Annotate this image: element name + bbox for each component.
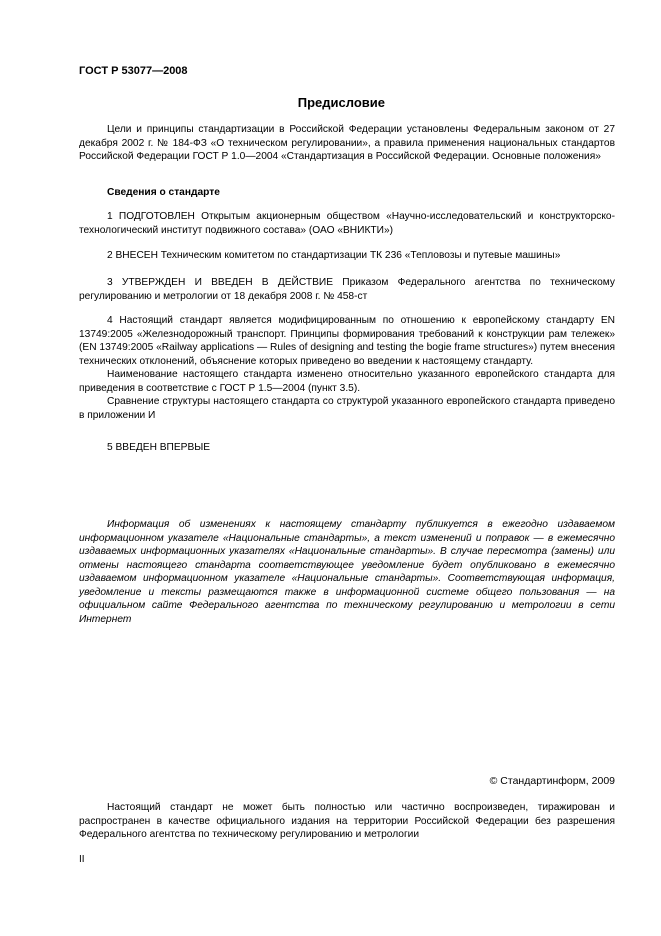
page-title: Предисловие bbox=[297, 95, 385, 110]
item-2 bbox=[79, 249, 615, 263]
item-4 bbox=[79, 314, 615, 422]
standard-info-heading: Сведения о стандарте bbox=[107, 187, 220, 198]
page-number: II bbox=[79, 854, 85, 865]
item-1 bbox=[79, 210, 615, 237]
item-4-text: 4 Настоящий стандарт является модифицированным по отношению к европейскому стандарту EN 13749:2005 «Железнодорожный транспорт. Принципы формирования требований к конструкции рам тележек» (EN 13749:2005 «Railway applications — Rules of designing and testing the bogie frame structures») путем внесения технических отклонений, объяснение которых приведено во введении к настоящему стандарту. bbox=[79, 315, 615, 367]
item-3-text: 3 УТВЕРЖДЕН И ВВЕДЕН В ДЕЙСТВИЕ Приказом Федерального агентства по техническому регулированию и метрологии от 18 декабря 2008 г. № 458-ст bbox=[79, 277, 615, 302]
item-4-rename-text: Наименование настоящего стандарта изменено относительно указанного европейского стандарта для приведения в соответствие с ГОСТ Р 1.5—2004 (пункт 3.5). bbox=[79, 369, 615, 394]
intro-paragraph bbox=[79, 123, 615, 164]
intro-text: Цели и принципы стандартизации в Российской Федерации установлены Федеральным законом от 27 декабря 2002 г. № 184-ФЗ «О техническом регулировании», а правила применения национальных стандартов Российской Федерации ГОСТ Р 1.0—2004 «Стандартизация в Российской Федерации. Основные положения» bbox=[79, 124, 615, 162]
reproduction-notice-text: Настоящий стандарт не может быть полностью или частично воспроизведен, тиражирован и распространен в качестве официального издания на территории Российской Федерации без разрешения Федерального агентства по техническому регулированию и метрологии bbox=[79, 802, 615, 840]
item-5 bbox=[79, 441, 615, 455]
copyright: © Стандартинформ, 2009 bbox=[489, 775, 615, 787]
item-4-comparison-text: Сравнение структуры настоящего стандарта со структурой указанного европейского стандарта приведено в приложении И bbox=[79, 396, 615, 421]
changes-info bbox=[79, 518, 615, 626]
subheading-block bbox=[79, 186, 615, 200]
item-1-text: 1 ПОДГОТОВЛЕН Открытым акционерным обществом «Научно-исследовательский и конструкторско-технологический институт подвижного состава» (ОАО «ВНИКТИ») bbox=[79, 211, 615, 236]
changes-info-text: Информация об изменениях к настоящему стандарту публикуется в ежегодно издаваемом информационном указателе «Национальные стандарты», а текст изменений и поправок — в ежемесячно издаваемых информационных указателях «Национальные стандарты». В случае пересмотра (замены) или отмены настоящего стандарта соответствующее уведомление будет опубликовано в ежемесячно издаваемом информационном указателе «Национальные стандарты». Соответствующая информация, уведомление и тексты размещаются также в информационной системе общего пользования — на официальном сайте Федерального агентства по техническому регулированию и метрологии в сети Интернет bbox=[79, 519, 615, 625]
reproduction-notice bbox=[79, 801, 615, 842]
item-3 bbox=[79, 276, 615, 303]
item-2-text: 2 ВНЕСЕН Техническим комитетом по стандартизации ТК 236 «Тепловозы и путевые машины» bbox=[107, 250, 561, 261]
document-header: ГОСТ Р 53077—2008 bbox=[79, 65, 188, 77]
item-5-text: 5 ВВЕДЕН ВПЕРВЫЕ bbox=[107, 442, 211, 453]
